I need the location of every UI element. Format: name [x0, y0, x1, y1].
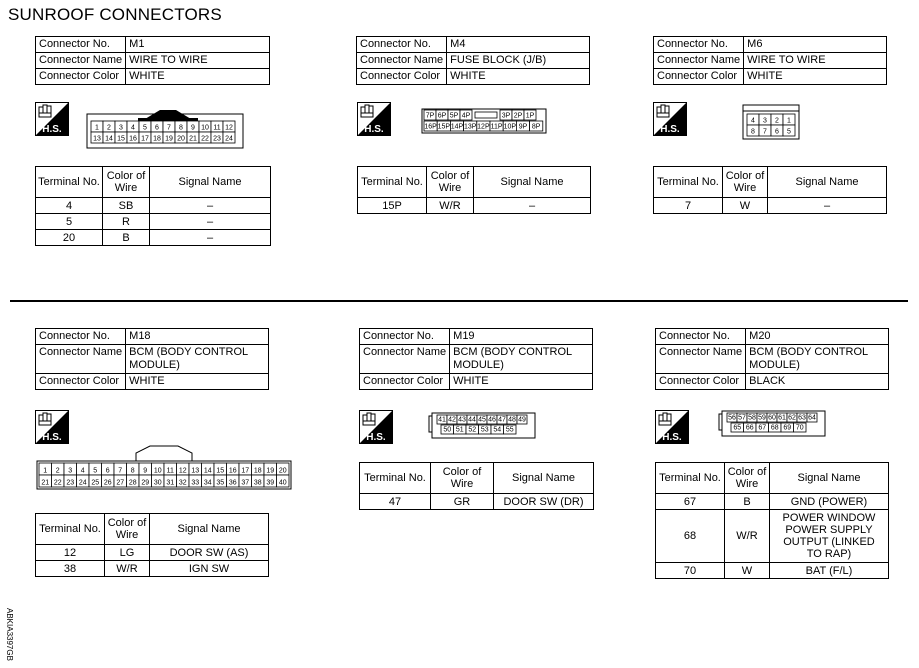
pin-label: 24 [78, 479, 87, 487]
pin-label: 70 [795, 424, 804, 432]
pin-label: 14P [450, 123, 464, 131]
pin-label: 10 [201, 124, 209, 132]
pin-label: 37 [241, 479, 250, 487]
signal-name-cell: DOOR SW (AS) [150, 545, 269, 561]
connector-m20 [655, 328, 889, 390]
pin-label: 5 [787, 128, 791, 136]
label-connector-no: Connector No. [36, 37, 126, 53]
connector-no-value: M18 [126, 329, 269, 345]
pin-label: 32 [178, 479, 187, 487]
pin-label: 63 [798, 414, 806, 422]
pin-label: 46 [488, 416, 496, 424]
pin-label: 13 [93, 135, 101, 143]
header-color-of-wire: Color of Wire [431, 463, 494, 494]
pin-label: 51 [455, 426, 464, 434]
connector-no-value: M20 [746, 329, 889, 345]
connector-color-value: WHITE [447, 69, 590, 85]
pin-label: 11 [213, 124, 221, 132]
signal-name-cell: POWER WINDOW POWER SUPPLY OUTPUT (LINKED TO RAP) [770, 510, 889, 563]
signal-name-cell: – [150, 214, 271, 230]
wire-color-cell: W [723, 198, 768, 214]
hs-icon [357, 102, 391, 136]
label-connector-color: Connector Color [656, 374, 746, 390]
terminal-table-m18 [35, 513, 269, 577]
pin-label: 20 [278, 467, 287, 475]
pin-label: 23 [66, 479, 75, 487]
pin-label: 14 [105, 135, 113, 143]
header-signal-name: Signal Name [150, 167, 271, 198]
label-connector-name: Connector Name [36, 53, 126, 69]
pin-label: 11 [166, 467, 174, 475]
pin-label: 1P [525, 112, 535, 120]
figure-code: ABKIA3397GB [5, 608, 14, 661]
pin-label: 66 [745, 424, 754, 432]
wire-color-cell: W [725, 563, 770, 579]
pin-label: 48 [508, 416, 516, 424]
table-row [654, 198, 887, 214]
pin-label: 8 [751, 128, 755, 136]
table-row [36, 230, 271, 246]
pin-label: 54 [493, 426, 502, 434]
pin-label: 10 [153, 467, 162, 475]
pin-label: 30 [153, 479, 162, 487]
terminal-no-cell: 68 [656, 510, 725, 563]
header-signal-name: Signal Name [494, 463, 594, 494]
wire-color-cell: B [725, 494, 770, 510]
label-connector-color: Connector Color [36, 69, 126, 85]
label-connector-no: Connector No. [360, 329, 450, 345]
wire-color-cell: SB [103, 198, 150, 214]
pin-label: 6 [775, 128, 779, 136]
connector-info-table [35, 36, 270, 85]
label-connector-name: Connector Name [360, 345, 450, 374]
pin-label: 16 [129, 135, 137, 143]
connector-name-value: WIRE TO WIRE [744, 53, 887, 69]
table-row [36, 198, 271, 214]
hs-icon [35, 410, 69, 444]
connector-diagram-m20 [718, 410, 826, 438]
header-signal-name: Signal Name [150, 514, 269, 545]
pin-label: 20 [177, 135, 185, 143]
pin-label: 55 [505, 426, 514, 434]
pin-label: 33 [191, 479, 200, 487]
connector-no-value: M6 [744, 37, 887, 53]
pin-label: 65 [733, 424, 742, 432]
label-connector-no: Connector No. [36, 329, 126, 345]
signal-name-cell: IGN SW [150, 561, 269, 577]
pin-label: 61 [778, 414, 786, 422]
header-color-of-wire: Color of Wire [725, 463, 770, 494]
pin-label: 4 [131, 124, 135, 132]
pin-label: 3 [68, 467, 73, 475]
pin-label: 7P [425, 112, 435, 120]
pin-label: 18 [153, 135, 161, 143]
fuse-slot [475, 112, 497, 118]
header-color-of-wire: Color of Wire [103, 167, 150, 198]
wire-color-cell: GR [431, 494, 494, 510]
signal-name-cell: DOOR SW (DR) [494, 494, 594, 510]
pin-label: 36 [228, 479, 237, 487]
connector-diagram-m18 [36, 445, 292, 491]
connector-diagram-m6 [742, 104, 800, 140]
pin-label: 69 [783, 424, 792, 432]
connector-color-value: BLACK [746, 374, 889, 390]
header-terminal-no: Terminal No. [654, 167, 723, 198]
connector-color-value: WHITE [126, 374, 269, 390]
pin-label: 3P [501, 112, 511, 120]
pin-label: 17 [141, 135, 149, 143]
pin-label: 8 [130, 467, 135, 475]
pin-label: 7 [118, 467, 123, 475]
pin-label: 41 [438, 416, 446, 424]
pin-label: 62 [788, 414, 796, 422]
pin-label: 23 [213, 135, 221, 143]
connector-no-value: M19 [450, 329, 593, 345]
pin-label: 56 [728, 414, 736, 422]
label-connector-name: Connector Name [36, 345, 126, 374]
table-row [656, 494, 889, 510]
wire-color-cell: W/R [427, 198, 474, 214]
pin-label: 5P [449, 112, 459, 120]
connector-m1 [35, 36, 270, 85]
pin-label: 39 [266, 479, 275, 487]
pin-label: 2 [55, 467, 60, 475]
pin-label: 2 [107, 124, 111, 132]
table-row [36, 545, 269, 561]
terminal-table-m1 [35, 166, 271, 246]
pin-label: 4 [751, 117, 755, 125]
pin-label: 59 [758, 414, 766, 422]
pin-label: 1 [43, 467, 48, 475]
connector-name-value: WIRE TO WIRE [126, 53, 270, 69]
header-color-of-wire: Color of Wire [723, 167, 768, 198]
pin-label: 21 [41, 479, 50, 487]
pin-label: 13P [463, 123, 477, 131]
pin-label: 53 [480, 426, 489, 434]
signal-name-cell: – [150, 230, 271, 246]
header-terminal-no: Terminal No. [36, 167, 103, 198]
pin-label: 38 [253, 479, 262, 487]
hs-icon [653, 102, 687, 136]
wire-color-cell: B [103, 230, 150, 246]
connector-m4 [356, 36, 590, 85]
pin-label: 25 [91, 479, 100, 487]
pin-label: 58 [748, 414, 756, 422]
table-row [36, 214, 271, 230]
connector-color-value: WHITE [744, 69, 887, 85]
pin-label: 9 [191, 124, 195, 132]
connector-diagram-m4 [421, 108, 547, 134]
wire-color-cell: W/R [105, 561, 150, 577]
pin-label: 9 [143, 467, 148, 475]
pin-label: 5 [143, 124, 147, 132]
connector-name-value: BCM (BODY CONTROL MODULE) [126, 345, 269, 374]
page-title: SUNROOF CONNECTORS [8, 5, 222, 24]
pin-label: 5 [93, 467, 98, 475]
connector-color-value: WHITE [126, 69, 270, 85]
label-connector-color: Connector Color [357, 69, 447, 85]
wire-color-cell: LG [105, 545, 150, 561]
connector-no-value: M4 [447, 37, 590, 53]
pin-label: 13 [191, 467, 200, 475]
pin-label: 28 [128, 479, 137, 487]
terminal-no-cell: 70 [656, 563, 725, 579]
pin-label: 42 [448, 416, 456, 424]
pin-label: 24 [225, 135, 233, 143]
pin-label: 44 [468, 416, 476, 424]
connector-m18 [35, 328, 269, 390]
pin-label: 7 [763, 128, 767, 136]
pin-label: 19 [165, 135, 173, 143]
pin-label: 6 [155, 124, 159, 132]
terminal-no-cell: 38 [36, 561, 105, 577]
terminal-no-cell: 12 [36, 545, 105, 561]
connector-name-value: FUSE BLOCK (J/B) [447, 53, 590, 69]
connector-m6 [653, 36, 887, 85]
pin-label: 6P [437, 112, 447, 120]
pin-label: 43 [458, 416, 466, 424]
terminal-no-cell: 5 [36, 214, 103, 230]
terminal-table-m19 [359, 462, 594, 510]
pin-label: 18 [253, 467, 262, 475]
signal-name-cell: – [150, 198, 271, 214]
pin-label: 17 [241, 467, 250, 475]
label-connector-no: Connector No. [656, 329, 746, 345]
label-connector-color: Connector Color [360, 374, 450, 390]
table-row [36, 561, 269, 577]
connector-diagram-m19 [428, 412, 536, 440]
pin-label: 12 [178, 467, 187, 475]
pin-label: 68 [770, 424, 779, 432]
header-terminal-no: Terminal No. [36, 514, 105, 545]
pin-label: 3 [119, 124, 123, 132]
pin-label: 16 [228, 467, 237, 475]
wire-color-cell: W/R [725, 510, 770, 563]
header-signal-name: Signal Name [768, 167, 887, 198]
pin-label: 15P [437, 123, 451, 131]
pin-label: 7 [167, 124, 171, 132]
pin-label: 2P [513, 112, 523, 120]
signal-name-cell: BAT (F/L) [770, 563, 889, 579]
pin-label: 45 [478, 416, 486, 424]
hs-icon [35, 102, 69, 136]
pin-label: 64 [808, 414, 816, 422]
pin-label: 26 [103, 479, 112, 487]
pin-label: 15 [117, 135, 125, 143]
pin-label: 4 [80, 467, 85, 475]
connector-diagram-m1 [86, 104, 244, 150]
pin-label: 35 [216, 479, 225, 487]
pin-label: 67 [758, 424, 767, 432]
terminal-table-m20 [655, 462, 889, 579]
pin-label: 12P [477, 123, 490, 131]
header-signal-name: Signal Name [770, 463, 889, 494]
connector-name-value: BCM (BODY CONTROL MODULE) [450, 345, 593, 374]
header-signal-name: Signal Name [474, 167, 591, 198]
hs-icon [655, 410, 689, 444]
pin-label: 8 [179, 124, 183, 132]
pin-label: 31 [166, 479, 175, 487]
pin-label: 19 [266, 467, 275, 475]
pin-label: 10P [503, 123, 517, 131]
pin-label: 12 [225, 124, 233, 132]
pin-label: 52 [468, 426, 477, 434]
table-row [656, 563, 889, 579]
pin-label: 22 [53, 479, 62, 487]
table-row [656, 510, 889, 563]
header-terminal-no: Terminal No. [656, 463, 725, 494]
label-connector-name: Connector Name [656, 345, 746, 374]
pin-label: 4P [461, 112, 471, 120]
pin-label: 14 [203, 467, 212, 475]
pin-label: 29 [141, 479, 150, 487]
pin-label: 9P [518, 123, 528, 131]
pin-label: 16P [424, 123, 437, 131]
wire-color-cell: R [103, 214, 150, 230]
pin-label: 3 [763, 117, 767, 125]
pin-label: 47 [498, 416, 506, 424]
section-divider [10, 300, 908, 302]
pin-label: 27 [116, 479, 125, 487]
pin-label: 1 [95, 124, 99, 132]
terminal-no-cell: 20 [36, 230, 103, 246]
label-connector-name: Connector Name [357, 53, 447, 69]
signal-name-cell: – [474, 198, 591, 214]
header-terminal-no: Terminal No. [360, 463, 431, 494]
signal-name-cell: – [768, 198, 887, 214]
pin-label: 50 [443, 426, 452, 434]
label-connector-name: Connector Name [654, 53, 744, 69]
hs-icon [359, 410, 393, 444]
header-terminal-no: Terminal No. [358, 167, 427, 198]
table-row [360, 494, 594, 510]
signal-name-cell: GND (POWER) [770, 494, 889, 510]
pin-label: 8P [531, 123, 541, 131]
terminal-table-m4 [357, 166, 591, 214]
pin-label: 49 [518, 416, 526, 424]
label-connector-no: Connector No. [357, 37, 447, 53]
pin-label: 15 [216, 467, 225, 475]
header-color-of-wire: Color of Wire [105, 514, 150, 545]
pin-label: 60 [768, 414, 776, 422]
label-connector-color: Connector Color [36, 374, 126, 390]
connector-color-value: WHITE [450, 374, 593, 390]
connector-no-value: M1 [126, 37, 270, 53]
label-connector-color: Connector Color [654, 69, 744, 85]
label-connector-no: Connector No. [654, 37, 744, 53]
connector-name-value: BCM (BODY CONTROL MODULE) [746, 345, 889, 374]
terminal-no-cell: 15P [358, 198, 427, 214]
pin-label: 2 [775, 117, 779, 125]
header-color-of-wire: Color of Wire [427, 167, 474, 198]
terminal-no-cell: 7 [654, 198, 723, 214]
pin-label: 1 [787, 117, 791, 125]
terminal-no-cell: 4 [36, 198, 103, 214]
pin-label: 40 [278, 479, 287, 487]
pin-label: 22 [201, 135, 209, 143]
terminal-table-m6 [653, 166, 887, 214]
pin-label: 11P [490, 123, 503, 131]
terminal-no-cell: 67 [656, 494, 725, 510]
table-row [358, 198, 591, 214]
connector-m19 [359, 328, 593, 390]
pin-label: 34 [203, 479, 212, 487]
pin-label: 21 [189, 135, 197, 143]
pin-label: 6 [105, 467, 110, 475]
terminal-no-cell: 47 [360, 494, 431, 510]
pin-label: 57 [738, 414, 746, 422]
